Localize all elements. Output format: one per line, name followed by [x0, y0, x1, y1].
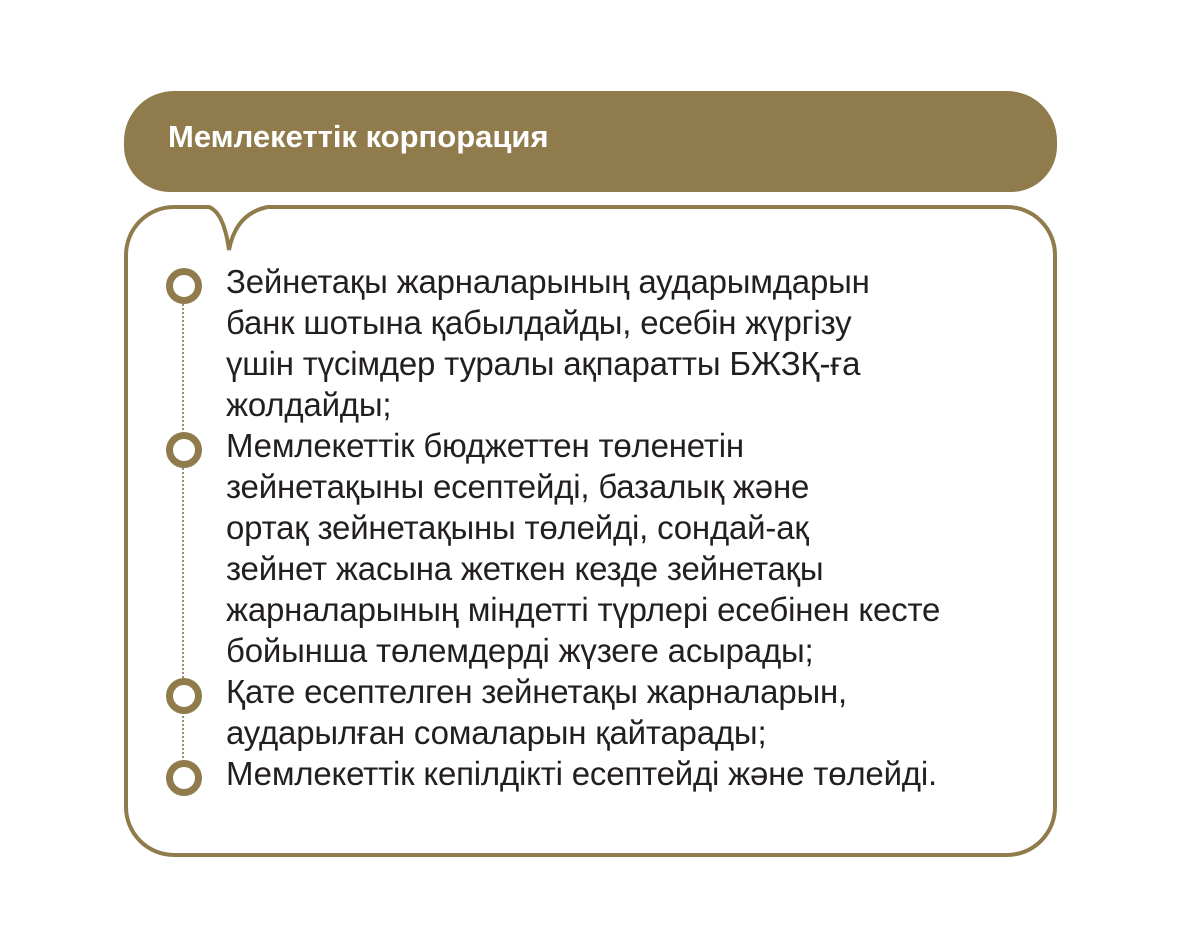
list-item-text: Қате есептелген зейнетақы жарналарын, аударылған сомаларын қайтарады; — [226, 673, 847, 751]
list-item — [166, 671, 1026, 753]
header-title: Мемлекеттік корпорация — [168, 119, 549, 154]
circle-bullet-icon — [166, 678, 202, 714]
list-item-text: Зейнетақы жарналарының аударымдарын банк шотына қабылдайды, есебін жүргізу үшін түсімдер туралы ақпаратты БЖЗҚ-ға жолдайды; — [226, 263, 870, 423]
circle-bullet-icon — [166, 432, 202, 468]
list-item-text: Мемлекеттік кепілдікті есептейді және төлейді. — [226, 755, 937, 792]
circle-bullet-icon — [166, 760, 202, 796]
list-item — [166, 425, 1026, 671]
list-item-text: Мемлекеттік бюджеттен төленетін зейнетақыны есептейді, базалық және ортақ зейнетақыны төлейді, сондай-ақ зейнет жасына жеткен кезде зейнетақы жарналарының міндетті түрлері есебінен кесте бойынша төлемдерді жүзеге асырады; — [226, 427, 941, 669]
circle-bullet-icon — [166, 268, 202, 304]
bullet-list — [166, 261, 1026, 794]
list-item — [166, 753, 1026, 794]
list-item — [166, 261, 1026, 425]
